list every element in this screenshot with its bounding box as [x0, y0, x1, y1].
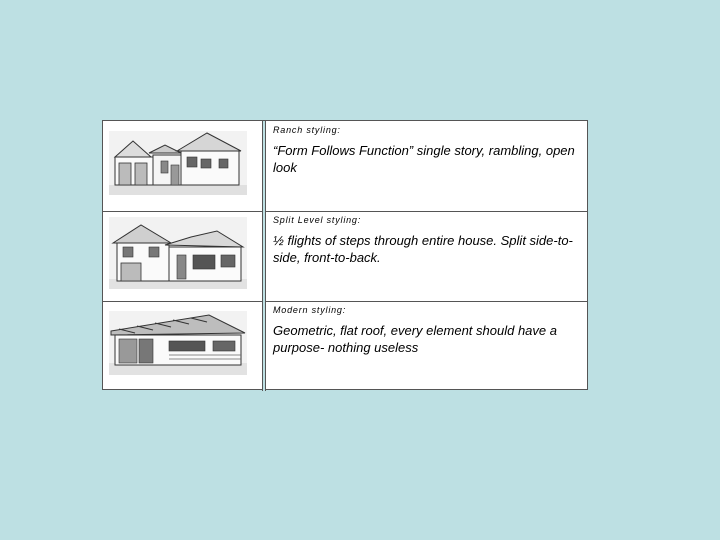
modern-image-cell [103, 301, 263, 391]
split-level-text-cell [265, 211, 587, 301]
split-level-style-label: Split Level styling: [273, 215, 362, 225]
house-styles-table [102, 120, 588, 390]
split-level-house-sketch-icon [109, 217, 247, 289]
split-level-image-cell [103, 211, 263, 301]
modern-house-sketch-icon [109, 311, 247, 375]
ranch-row [103, 121, 587, 211]
ranch-style-description: “Form Follows Function” single story, rambling, open look [273, 143, 575, 175]
split-level-row [103, 211, 587, 301]
modern-text-cell [265, 301, 587, 391]
modern-row [103, 301, 587, 391]
ranch-image-cell [103, 121, 263, 211]
split-level-style-description: ½ flights of steps through entire house. Split side-to-side, front-to-back. [273, 233, 573, 265]
ranch-style-label: Ranch styling: [273, 125, 341, 135]
ranch-house-sketch-icon [109, 131, 247, 195]
modern-style-label: Modern styling: [273, 305, 347, 315]
ranch-text-cell [265, 121, 587, 211]
modern-style-description: Geometric, flat roof, every element should have a purpose- nothing useless [273, 323, 557, 355]
